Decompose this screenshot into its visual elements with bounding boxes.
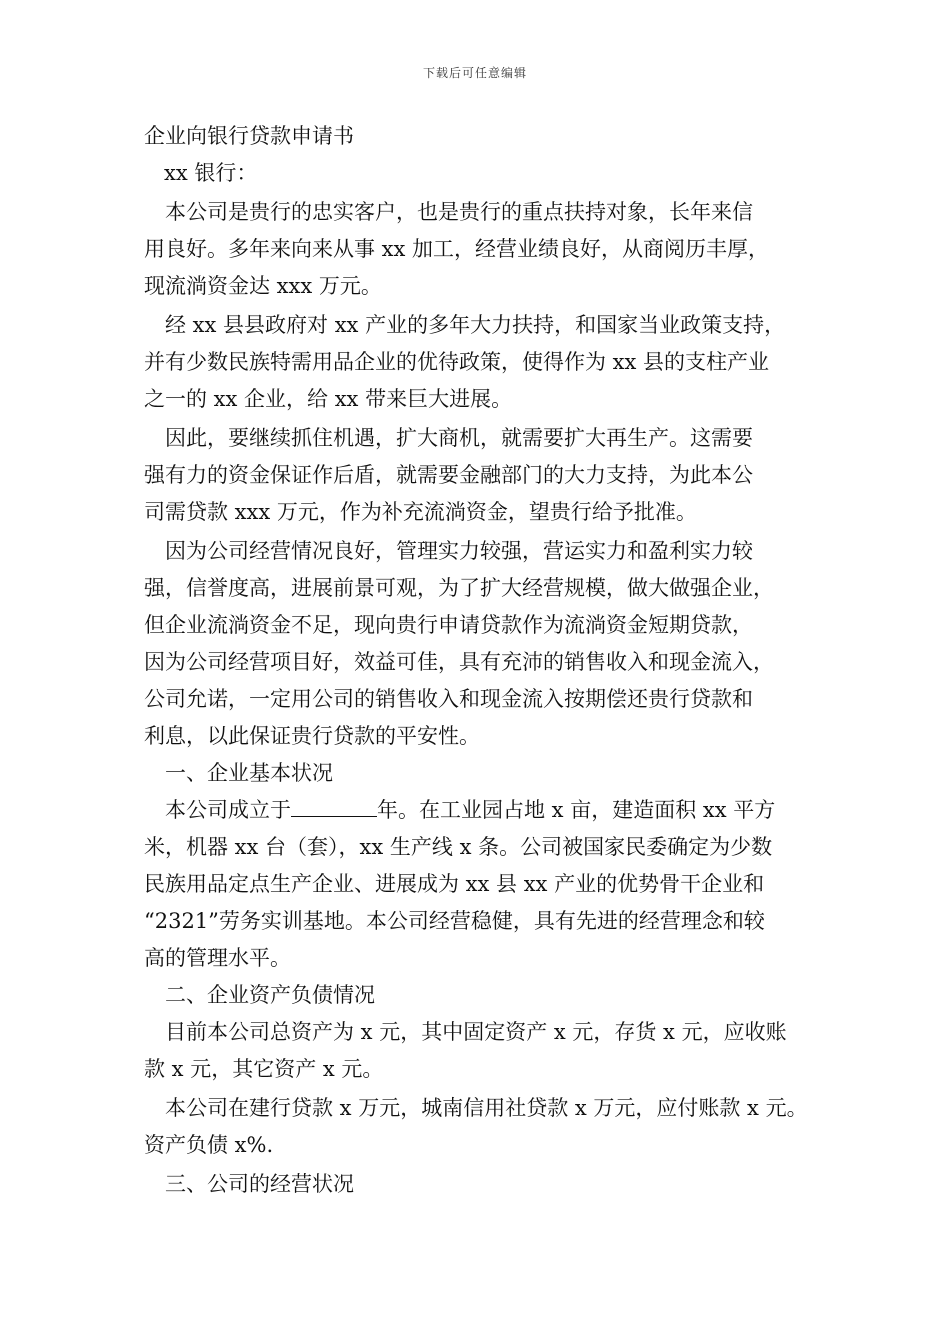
document-body — [144, 118, 824, 1203]
blank-underline — [291, 796, 377, 817]
paragraph-line: 强，信誉度高，进展前景可观，为了扩大经营规模，做大做强企业， — [144, 576, 774, 600]
paragraph-line: 司需贷款 xxx 万元，作为补充流淌资金，望贵行给予批准。 — [144, 500, 697, 524]
paragraph-line: 并有少数民族特需用品企业的优待政策，使得作为 xx 县的支柱产业 — [144, 350, 770, 374]
paragraph-text: 年。在工业园占地 x 亩，建造面积 xx 平方 — [377, 798, 776, 822]
section-heading: 二、企业资产负债情况 — [165, 983, 375, 1007]
page-header: 下载后可任意编辑 — [422, 66, 527, 80]
paragraph-line: 现流淌资金达 xxx 万元。 — [144, 274, 382, 298]
paragraph-line: 因此，要继续抓住机遇，扩大商机，就需要扩大再生产。这需要 — [165, 426, 753, 450]
paragraph-line: 资产负债 x%. — [144, 1133, 274, 1157]
paragraph-line: 目前本公司总资产为 x 元，其中固定资产 x 元，存货 x 元，应收账 — [165, 1020, 787, 1044]
paragraph-line: 高的管理水平。 — [144, 946, 291, 970]
paragraph-line: 因为公司经营情况良好，管理实力较强，营运实力和盈利实力较 — [165, 539, 753, 563]
section-heading: 三、公司的经营状况 — [165, 1172, 354, 1196]
paragraph-line: 本公司是贵行的忠实客户，也是贵行的重点扶持对象，长年来信 — [165, 200, 753, 224]
paragraph-line — [144, 792, 824, 829]
paragraph-line: “2321”劳务实训基地。本公司经营稳健，具有先进的经营理念和较 — [144, 909, 765, 933]
paragraph-line: 但企业流淌资金不足，现向贵行申请贷款作为流淌资金短期贷款， — [144, 613, 753, 637]
paragraph-line: 款 x 元，其它资产 x 元。 — [144, 1057, 384, 1081]
paragraph-line: 之一的 xx 企业，给 xx 带来巨大进展。 — [144, 387, 513, 411]
paragraph-line: 强有力的资金保证作后盾，就需要金融部门的大力支持，为此本公 — [144, 463, 753, 487]
paragraph-line: 公司允诺，一定用公司的销售收入和现金流入按期偿还贵行贷款和 — [144, 687, 753, 711]
paragraph-line: 利息，以此保证贵行贷款的平安性。 — [144, 724, 480, 748]
paragraph-line: 因为公司经营项目好，效益可佳，具有充沛的销售收入和现金流入， — [144, 650, 774, 674]
paragraph-line: 经 xx 县县政府对 xx 产业的多年大力扶持，和国家当业政策支持， — [165, 313, 786, 337]
section-heading: 一、企业基本状况 — [165, 761, 333, 785]
paragraph-line: 民族用品定点生产企业、进展成为 xx 县 xx 产业的优势骨干企业和 — [144, 872, 765, 896]
paragraph-text: 本公司成立于 — [165, 798, 291, 822]
paragraph-line: 用良好。多年来向来从事 xx 加工，经营业绩良好，从商阅历丰厚， — [144, 237, 770, 261]
document-title: 企业向银行贷款申请书 — [144, 124, 354, 148]
paragraph-line: 米，机器 xx 台（套），xx 生产线 x 条。公司被国家民委确定为少数 — [144, 835, 773, 859]
salutation: xx 银行： — [164, 161, 258, 185]
paragraph-line: 本公司在建行贷款 x 万元，城南信用社贷款 x 万元，应付账款 x 元。 — [165, 1096, 808, 1120]
